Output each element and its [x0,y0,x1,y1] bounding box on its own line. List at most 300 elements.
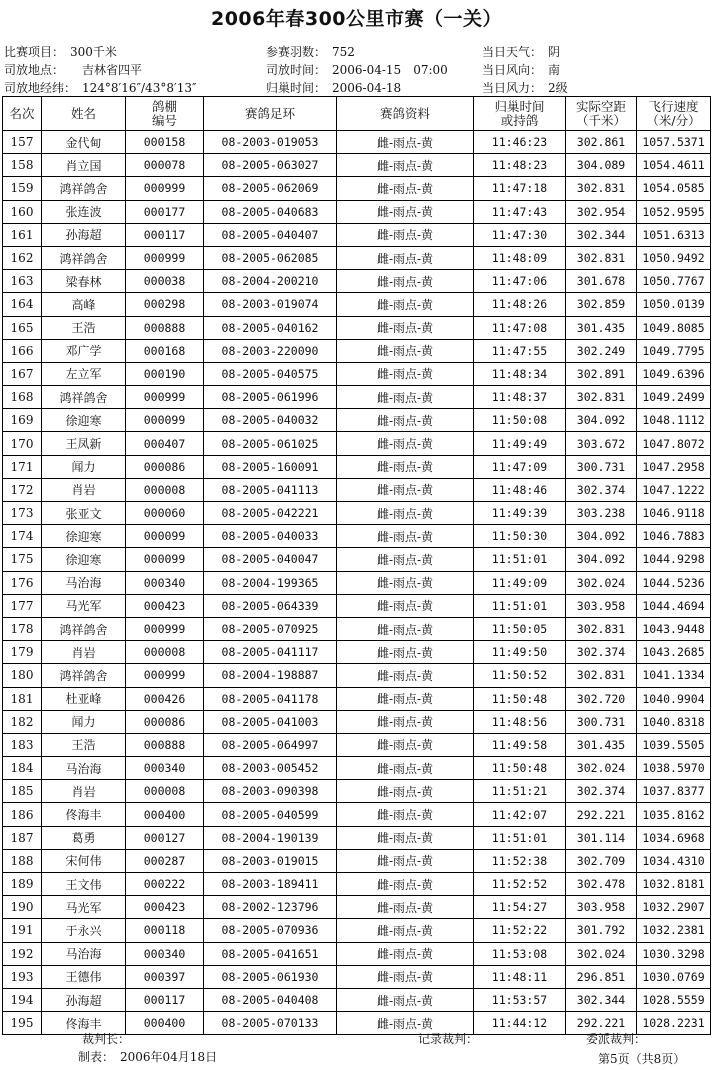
cell-ring: 08-2005-061025 [204,432,337,455]
cell-loft-id: 000086 [126,710,204,733]
cell-return-time: 11:42:07 [474,803,566,826]
cell-speed: 1050.0139 [637,293,711,316]
cell-return-time: 11:50:52 [474,664,566,687]
cell-loft-id: 000127 [126,826,204,849]
cell-distance: 302.024 [566,571,637,594]
cell-name: 马治海 [42,942,126,965]
cell-speed: 1039.5505 [637,733,711,756]
header-row [3,97,711,131]
cell-rank: 184 [3,757,42,780]
table-row [3,432,711,455]
cell-ring: 08-2005-160091 [204,455,337,478]
cell-speed: 1028.2231 [637,1012,711,1035]
cell-return-time: 11:52:22 [474,919,566,942]
cell-name: 鸿祥鸽舍 [42,617,126,640]
cell-return-time: 11:51:01 [474,826,566,849]
cell-rank: 166 [3,339,42,362]
cell-distance: 303.672 [566,432,637,455]
cell-name: 佟海丰 [42,1012,126,1035]
cell-return-time: 11:54:27 [474,896,566,919]
cell-ring: 08-2004-190139 [204,826,337,849]
cell-speed: 1054.4611 [637,154,711,177]
cell-distance: 303.958 [566,594,637,617]
cell-return-time: 11:51:01 [474,594,566,617]
cell-ring: 08-2002-123796 [204,896,337,919]
cell-pigeon-info: 雌-雨点-黄 [337,1012,474,1035]
cell-ring: 08-2003-019015 [204,849,337,872]
cell-rank: 161 [3,223,42,246]
cell-return-time: 11:47:43 [474,200,566,223]
cell-distance: 301.678 [566,270,637,293]
cell-ring: 08-2005-064339 [204,594,337,617]
cell-loft-id: 000190 [126,362,204,385]
cell-rank: 192 [3,942,42,965]
cell-distance: 302.831 [566,246,637,269]
cell-return-time: 11:50:05 [474,617,566,640]
cell-return-time: 11:49:49 [474,432,566,455]
cell-distance: 302.374 [566,478,637,501]
cell-return-time: 11:49:09 [474,571,566,594]
cell-pigeon-info: 雌-雨点-黄 [337,223,474,246]
cell-distance: 300.731 [566,455,637,478]
cell-name: 肖岩 [42,478,126,501]
table-row [3,478,711,501]
header-distance: 实际空距 （千米） [566,97,637,131]
cell-name: 王浩 [42,316,126,339]
cell-name: 马治海 [42,757,126,780]
cell-name: 金代甸 [42,131,126,154]
table-row [3,177,711,200]
cell-return-time: 11:52:38 [474,849,566,872]
cell-name: 张亚文 [42,502,126,525]
cell-rank: 187 [3,826,42,849]
info-row [4,79,709,97]
cell-distance: 301.792 [566,919,637,942]
cell-ring: 08-2005-040162 [204,316,337,339]
cell-loft-id: 000423 [126,896,204,919]
cell-ring: 08-2003-019053 [204,131,337,154]
cell-speed: 1043.2685 [637,641,711,664]
cell-ring: 08-2003-019074 [204,293,337,316]
table-row [3,502,711,525]
cell-distance: 304.092 [566,525,637,548]
header-return-time: 归巢时间 或持鸽 [474,97,566,131]
cell-speed: 1035.8162 [637,803,711,826]
cell-name: 鸿祥鸽舍 [42,246,126,269]
info-weather: 当日天气： 阴 [482,45,561,59]
table-row [3,571,711,594]
table-row [3,826,711,849]
cell-speed: 1044.4694 [637,594,711,617]
cell-distance: 302.344 [566,223,637,246]
cell-speed: 1049.2499 [637,386,711,409]
cell-rank: 191 [3,919,42,942]
cell-rank: 179 [3,641,42,664]
cell-ring: 08-2005-041003 [204,710,337,733]
cell-pigeon-info: 雌-雨点-黄 [337,432,474,455]
cell-loft-id: 000038 [126,270,204,293]
results-table [2,96,711,1035]
table-row [3,131,711,154]
cell-return-time: 11:48:46 [474,478,566,501]
table-row [3,919,711,942]
cell-distance: 304.089 [566,154,637,177]
cell-return-time: 11:47:55 [474,339,566,362]
cell-rank: 158 [3,154,42,177]
table-body [3,131,711,1035]
cell-pigeon-info: 雌-雨点-黄 [337,200,474,223]
cell-name: 王浩 [42,733,126,756]
footer [0,1028,713,1070]
cell-name: 葛勇 [42,826,126,849]
cell-pigeon-info: 雌-雨点-黄 [337,362,474,385]
cell-ring: 08-2005-062069 [204,177,337,200]
cell-rank: 164 [3,293,42,316]
cell-pigeon-info: 雌-雨点-黄 [337,942,474,965]
cell-ring: 08-2003-005452 [204,757,337,780]
cell-pigeon-info: 雌-雨点-黄 [337,455,474,478]
cell-name: 鸿祥鸽舍 [42,177,126,200]
cell-ring: 08-2005-040032 [204,409,337,432]
table-row [3,780,711,803]
cell-name: 王德伟 [42,965,126,988]
table-row [3,362,711,385]
cell-distance: 302.891 [566,362,637,385]
info-row [4,43,709,61]
cell-loft-id: 000340 [126,571,204,594]
cell-loft-id: 000099 [126,548,204,571]
cell-return-time: 11:48:11 [474,965,566,988]
cell-pigeon-info: 雌-雨点-黄 [337,919,474,942]
cell-return-time: 11:50:30 [474,525,566,548]
info-release-site: 司放地点： 吉林省四平 [4,63,143,77]
appointed-judge-label: 委派裁判： [586,1032,647,1046]
cell-ring: 08-2005-063027 [204,154,337,177]
cell-return-time: 11:53:57 [474,988,566,1011]
cell-rank: 157 [3,131,42,154]
chief-judge-label: 裁判长： [82,1032,131,1046]
cell-rank: 172 [3,478,42,501]
table-row [3,641,711,664]
cell-rank: 168 [3,386,42,409]
cell-rank: 163 [3,270,42,293]
cell-loft-id: 000999 [126,246,204,269]
table-row [3,803,711,826]
cell-pigeon-info: 雌-雨点-黄 [337,293,474,316]
table-row [3,223,711,246]
cell-speed: 1046.9118 [637,502,711,525]
table-row [3,386,711,409]
table-row [3,896,711,919]
cell-pigeon-info: 雌-雨点-黄 [337,873,474,896]
cell-name: 鸿祥鸽舍 [42,664,126,687]
cell-loft-id: 000999 [126,664,204,687]
cell-rank: 190 [3,896,42,919]
cell-speed: 1034.6968 [637,826,711,849]
cell-ring: 08-2005-040407 [204,223,337,246]
cell-speed: 1047.2958 [637,455,711,478]
cell-return-time: 11:48:09 [474,246,566,269]
cell-return-time: 11:50:48 [474,687,566,710]
cell-loft-id: 000222 [126,873,204,896]
header-rank: 名次 [3,97,42,131]
cell-pigeon-info: 雌-雨点-黄 [337,641,474,664]
cell-speed: 1034.4310 [637,849,711,872]
header-speed: 飞行速度 （米/分） [637,97,711,131]
cell-rank: 167 [3,362,42,385]
cell-distance: 302.478 [566,873,637,896]
record-judge-label: 记录裁判： [418,1032,479,1046]
cell-distance: 304.092 [566,409,637,432]
cell-ring: 08-2005-070936 [204,919,337,942]
header-pigeon-info: 赛鸽资料 [337,97,474,131]
cell-distance: 302.831 [566,664,637,687]
cell-distance: 292.221 [566,1012,637,1035]
made-by: 制表： 2006年04月18日 [78,1050,218,1064]
cell-speed: 1046.7883 [637,525,711,548]
cell-rank: 183 [3,733,42,756]
table-row [3,757,711,780]
cell-loft-id: 000999 [126,386,204,409]
cell-loft-id: 000060 [126,502,204,525]
cell-name: 邓广学 [42,339,126,362]
table-row [3,873,711,896]
cell-name: 肖立国 [42,154,126,177]
cell-speed: 1032.2381 [637,919,711,942]
cell-return-time: 11:47:08 [474,316,566,339]
cell-loft-id: 000117 [126,223,204,246]
cell-rank: 181 [3,687,42,710]
cell-pigeon-info: 雌-雨点-黄 [337,988,474,1011]
cell-distance: 302.374 [566,641,637,664]
cell-name: 孙海超 [42,223,126,246]
cell-distance: 300.731 [566,710,637,733]
cell-name: 张连波 [42,200,126,223]
cell-name: 徐迎寒 [42,548,126,571]
cell-distance: 301.435 [566,733,637,756]
cell-loft-id: 000340 [126,942,204,965]
table-row [3,200,711,223]
table-row [3,965,711,988]
cell-return-time: 11:48:23 [474,154,566,177]
cell-name: 宋何伟 [42,849,126,872]
cell-return-time: 11:51:21 [474,780,566,803]
cell-ring: 08-2005-040575 [204,362,337,385]
cell-rank: 189 [3,873,42,896]
cell-speed: 1052.9595 [637,200,711,223]
header-loft-id: 鸽棚 编号 [126,97,204,131]
cell-return-time: 11:47:06 [474,270,566,293]
cell-pigeon-info: 雌-雨点-黄 [337,571,474,594]
cell-speed: 1028.5559 [637,988,711,1011]
cell-speed: 1041.1334 [637,664,711,687]
cell-rank: 186 [3,803,42,826]
cell-name: 马光军 [42,594,126,617]
cell-distance: 302.831 [566,177,637,200]
cell-rank: 165 [3,316,42,339]
cell-distance: 304.092 [566,548,637,571]
cell-ring: 08-2004-199365 [204,571,337,594]
cell-loft-id: 000008 [126,780,204,803]
cell-ring: 08-2005-070925 [204,617,337,640]
cell-rank: 162 [3,246,42,269]
cell-ring: 08-2005-040033 [204,525,337,548]
cell-pigeon-info: 雌-雨点-黄 [337,803,474,826]
cell-return-time: 11:49:50 [474,641,566,664]
cell-pigeon-info: 雌-雨点-黄 [337,386,474,409]
cell-loft-id: 000099 [126,525,204,548]
cell-name: 杜亚峰 [42,687,126,710]
cell-distance: 296.851 [566,965,637,988]
cell-return-time: 11:48:56 [474,710,566,733]
cell-pigeon-info: 雌-雨点-黄 [337,896,474,919]
cell-return-time: 11:46:23 [474,131,566,154]
cell-ring: 08-2005-041113 [204,478,337,501]
cell-loft-id: 000168 [126,339,204,362]
cell-speed: 1047.1222 [637,478,711,501]
table-row [3,339,711,362]
cell-ring: 08-2005-070133 [204,1012,337,1035]
cell-distance: 301.435 [566,316,637,339]
cell-distance: 302.831 [566,386,637,409]
cell-distance: 302.249 [566,339,637,362]
cell-speed: 1050.7767 [637,270,711,293]
cell-name: 梁春林 [42,270,126,293]
table-row [3,664,711,687]
info-release-time: 司放时间： 2006-04-15 07:00 [266,63,448,77]
cell-distance: 302.024 [566,757,637,780]
info-event: 比赛项目： 300千米 [4,45,117,59]
cell-pigeon-info: 雌-雨点-黄 [337,710,474,733]
cell-loft-id: 000397 [126,965,204,988]
cell-speed: 1044.9298 [637,548,711,571]
header-name: 姓名 [42,97,126,131]
cell-speed: 1050.9492 [637,246,711,269]
cell-distance: 302.709 [566,849,637,872]
cell-return-time: 11:47:18 [474,177,566,200]
cell-return-time: 11:47:09 [474,455,566,478]
cell-speed: 1037.8377 [637,780,711,803]
cell-pigeon-info: 雌-雨点-黄 [337,154,474,177]
cell-ring: 08-2005-042221 [204,502,337,525]
cell-ring: 08-2005-041117 [204,641,337,664]
table-row [3,270,711,293]
cell-name: 鸿祥鸽舍 [42,386,126,409]
table-row [3,733,711,756]
cell-ring: 08-2005-040408 [204,988,337,1011]
cell-ring: 08-2005-062085 [204,246,337,269]
cell-ring: 08-2005-041651 [204,942,337,965]
cell-loft-id: 000008 [126,478,204,501]
cell-speed: 1051.6313 [637,223,711,246]
info-wind-force: 当日风力： 2级 [482,81,568,95]
cell-pigeon-info: 雌-雨点-黄 [337,733,474,756]
page-number: 第5页（共8页） [598,1052,686,1066]
cell-loft-id: 000400 [126,803,204,826]
page-title: 2006年春300公里市赛（一关） [210,8,503,30]
table-row [3,246,711,269]
cell-pigeon-info: 雌-雨点-黄 [337,757,474,780]
cell-loft-id: 000298 [126,293,204,316]
cell-rank: 176 [3,571,42,594]
cell-speed: 1049.6396 [637,362,711,385]
cell-loft-id: 000118 [126,919,204,942]
cell-loft-id: 000423 [126,594,204,617]
cell-ring: 08-2005-040599 [204,803,337,826]
cell-return-time: 11:50:48 [474,757,566,780]
cell-name: 于永兴 [42,919,126,942]
cell-speed: 1030.3298 [637,942,711,965]
cell-name: 闻力 [42,710,126,733]
cell-rank: 193 [3,965,42,988]
cell-pigeon-info: 雌-雨点-黄 [337,525,474,548]
cell-rank: 185 [3,780,42,803]
cell-rank: 174 [3,525,42,548]
cell-speed: 1048.1112 [637,409,711,432]
cell-pigeon-info: 雌-雨点-黄 [337,246,474,269]
cell-loft-id: 000158 [126,131,204,154]
cell-speed: 1032.2907 [637,896,711,919]
cell-speed: 1047.8072 [637,432,711,455]
cell-distance: 302.024 [566,942,637,965]
table-row [3,525,711,548]
table-row [3,710,711,733]
cell-pigeon-info: 雌-雨点-黄 [337,177,474,200]
cell-rank: 160 [3,200,42,223]
cell-rank: 195 [3,1012,42,1035]
cell-pigeon-info: 雌-雨点-黄 [337,548,474,571]
table-row [3,409,711,432]
cell-speed: 1040.8318 [637,710,711,733]
cell-return-time: 11:50:08 [474,409,566,432]
cell-loft-id: 000177 [126,200,204,223]
cell-return-time: 11:44:12 [474,1012,566,1035]
cell-ring: 08-2003-220090 [204,339,337,362]
cell-pigeon-info: 雌-雨点-黄 [337,664,474,687]
cell-distance: 303.238 [566,502,637,525]
cell-pigeon-info: 雌-雨点-黄 [337,780,474,803]
cell-rank: 188 [3,849,42,872]
cell-rank: 182 [3,710,42,733]
cell-return-time: 11:47:30 [474,223,566,246]
cell-pigeon-info: 雌-雨点-黄 [337,339,474,362]
cell-name: 徐迎寒 [42,525,126,548]
cell-ring: 08-2003-090398 [204,780,337,803]
cell-name: 孙海超 [42,988,126,1011]
cell-pigeon-info: 雌-雨点-黄 [337,316,474,339]
cell-loft-id: 000407 [126,432,204,455]
cell-name: 王凤新 [42,432,126,455]
cell-ring: 08-2005-061996 [204,386,337,409]
cell-ring: 08-2005-061930 [204,965,337,988]
cell-ring: 08-2004-200210 [204,270,337,293]
cell-speed: 1054.0585 [637,177,711,200]
cell-pigeon-info: 雌-雨点-黄 [337,478,474,501]
cell-distance: 302.859 [566,293,637,316]
cell-loft-id: 000999 [126,177,204,200]
cell-return-time: 11:49:58 [474,733,566,756]
cell-return-time: 11:52:52 [474,873,566,896]
cell-loft-id: 000888 [126,733,204,756]
table-row [3,849,711,872]
cell-rank: 173 [3,502,42,525]
cell-pigeon-info: 雌-雨点-黄 [337,409,474,432]
cell-rank: 170 [3,432,42,455]
cell-ring: 08-2005-040683 [204,200,337,223]
cell-ring: 08-2005-041178 [204,687,337,710]
table-row [3,316,711,339]
cell-speed: 1038.5970 [637,757,711,780]
